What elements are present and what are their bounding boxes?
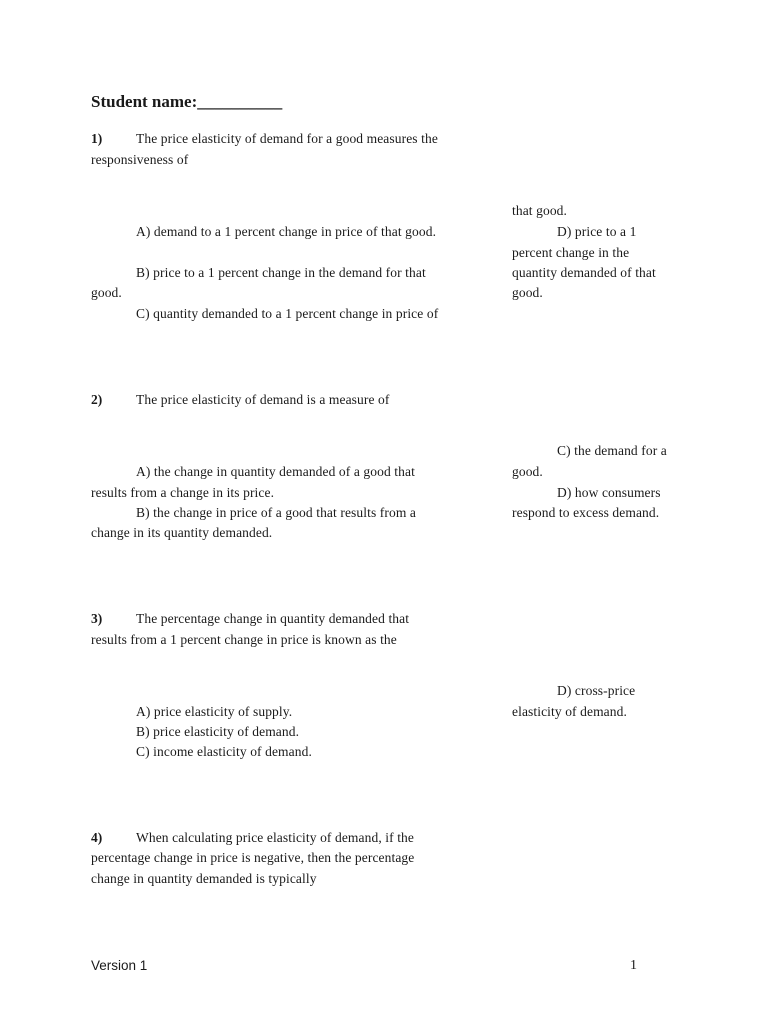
question-2-option-c-line-1: C) the demand for a xyxy=(557,443,667,458)
student-name-label: Student name:__________ xyxy=(91,92,283,111)
question-1-stem-line-1: The price elasticity of demand for a good measures the xyxy=(136,131,438,146)
question-1-stem-line-2: responsiveness of xyxy=(91,152,189,167)
question-1-option-d-line-2: percent change in the xyxy=(512,245,630,260)
version-label: Version 1 xyxy=(91,958,148,973)
question-1-number: 1) xyxy=(91,131,103,146)
question-3-option-d-line-2: elasticity of demand. xyxy=(512,704,627,719)
question-3-option-c: C) income elasticity of demand. xyxy=(136,744,312,759)
question-4-stem-line-2: percentage change in price is negative, then the percentage xyxy=(91,850,415,865)
question-4-stem-line-1: When calculating price elasticity of demand, if the xyxy=(136,830,414,845)
question-2-option-c-line-2: good. xyxy=(512,464,543,479)
question-1-option-d-line-1: D) price to a 1 xyxy=(557,224,637,239)
question-2-option-a-line-1: A) the change in quantity demanded of a good that xyxy=(136,464,415,479)
question-1-option-d-line-4: good. xyxy=(512,285,543,300)
question-4-number: 4) xyxy=(91,830,103,845)
question-2-stem-line-1: The price elasticity of demand is a measure of xyxy=(136,392,390,407)
question-3-stem-line-2: results from a 1 percent change in price is known as the xyxy=(91,632,397,647)
question-1-option-c-continued: that good. xyxy=(512,203,567,218)
question-2-option-a-line-2: results from a change in its price. xyxy=(91,485,275,500)
question-3-option-d-line-1: D) cross-price xyxy=(557,683,636,698)
question-4-stem-line-3: change in quantity demanded is typically xyxy=(91,871,317,886)
question-1-option-b-line-2: good. xyxy=(91,285,122,300)
question-2-option-b-line-1: B) the change in price of a good that results from a xyxy=(136,505,416,520)
question-2-option-b-line-2: change in its quantity demanded. xyxy=(91,525,273,540)
question-1-option-d-line-3: quantity demanded of that xyxy=(512,265,656,280)
question-3-stem-line-1: The percentage change in quantity demanded that xyxy=(136,611,410,626)
question-3-number: 3) xyxy=(91,611,103,626)
question-3-option-b: B) price elasticity of demand. xyxy=(136,724,300,739)
page-number: 1 xyxy=(630,958,637,973)
question-2-option-d-line-2: respond to excess demand. xyxy=(512,505,660,520)
question-1-option-c: C) quantity demanded to a 1 percent change in price of xyxy=(136,306,439,321)
question-1-option-a: A) demand to a 1 percent change in price of that good. xyxy=(136,224,437,239)
question-1-option-b-line-1: B) price to a 1 percent change in the demand for that xyxy=(136,265,426,280)
question-2-option-d-line-1: D) how consumers xyxy=(557,485,661,500)
question-2-number: 2) xyxy=(91,392,103,407)
question-3-option-a: A) price elasticity of supply. xyxy=(136,704,293,719)
